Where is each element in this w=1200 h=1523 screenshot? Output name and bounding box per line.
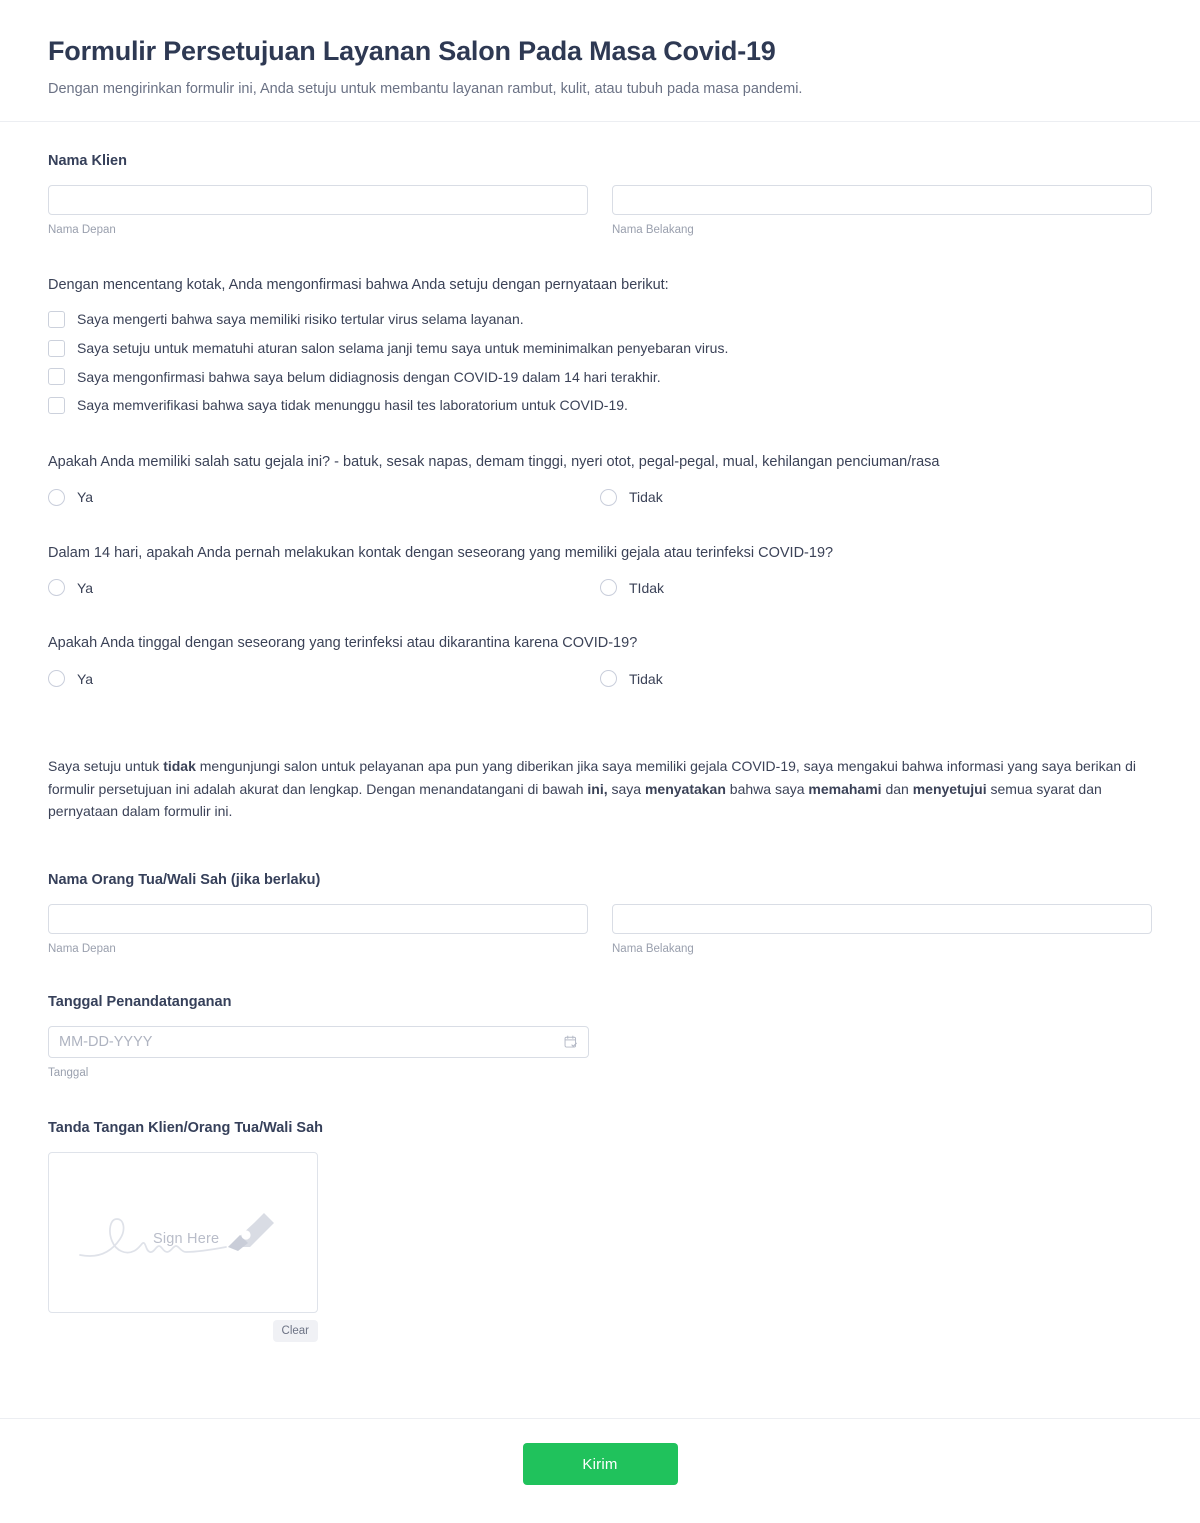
checkbox-icon[interactable] <box>48 397 65 414</box>
guardian-first-name-sublabel: Nama Depan <box>48 942 116 955</box>
checkbox-item[interactable] <box>48 368 1152 387</box>
footer-divider <box>0 1418 1200 1419</box>
checkbox-item[interactable] <box>48 339 1152 358</box>
agreement-bold-2: ini, <box>587 780 608 797</box>
radio-icon[interactable] <box>600 489 617 506</box>
agreement-paragraph <box>48 755 1152 823</box>
client-first-name-input[interactable] <box>48 185 588 215</box>
checkbox-icon[interactable] <box>48 311 65 328</box>
client-last-name-group <box>612 185 1152 236</box>
radio-icon[interactable] <box>48 489 65 506</box>
client-last-name-sublabel: Nama Belakang <box>612 224 694 237</box>
symptom-question-options <box>48 489 1152 506</box>
household-question-options <box>48 670 1152 687</box>
contact-question-options <box>48 579 1152 596</box>
radio-label: Tidak <box>629 489 663 506</box>
signature-field <box>48 1119 1152 1343</box>
radio-option-yes[interactable] <box>48 670 600 687</box>
agreement-bold-3: menyatakan <box>644 780 726 797</box>
guardian-last-name-group <box>612 904 1152 955</box>
checkbox-icon[interactable] <box>48 368 65 385</box>
checkbox-label: Saya mengerti bahwa saya memiliki risiko tertular virus selama layanan. <box>77 310 524 327</box>
client-name-label: Nama Klien <box>48 153 127 170</box>
consent-checkbox-group <box>48 276 1152 415</box>
signing-date-field <box>48 993 1152 1079</box>
guardian-first-name-input[interactable] <box>48 904 588 934</box>
guardian-name-row <box>48 904 1152 955</box>
radio-label: Ya <box>77 579 94 596</box>
form-header <box>0 0 1200 122</box>
checkbox-label: Saya memverifikasi bahwa saya tidak menunggu hasil tes laboratorium untuk COVID-19. <box>77 397 628 414</box>
agreement-text-2: mengunjungi salon untuk pelayanan apa pun yang diberikan jika saya memiliki gejala COVID-19, saya mengakui bahwa informasi yang saya berikan di formulir persetujuan ini adalah akurat dan lengkap. Dengan menandatangani di bawah <box>48 758 1136 797</box>
agreement-bold-1: tidak <box>163 758 196 774</box>
form-footer <box>0 1443 1200 1485</box>
agreement-text-5: dan <box>881 780 913 797</box>
radio-option-yes[interactable] <box>48 489 600 506</box>
symptom-question-text: Apakah Anda memiliki salah satu gejala ini? - batuk, sesak napas, demam tinggi, nyeri otot, pegal-pegal, mual, kehilangan penciuman/rasa <box>48 454 940 471</box>
client-first-name-group <box>48 185 588 236</box>
agreement-bold-4: memahami <box>808 780 882 797</box>
agreement-text-4: bahwa saya <box>725 780 809 797</box>
signing-date-sublabel: Tanggal <box>48 1066 89 1079</box>
signing-date-label: Tanggal Penandatanganan <box>48 993 232 1010</box>
consent-checkbox-question: Dengan mencentang kotak, Anda mengonfirmasi bahwa Anda setuju dengan pernyataan berikut: <box>48 277 669 294</box>
radio-option-yes[interactable] <box>48 579 600 596</box>
checkbox-item[interactable] <box>48 310 1152 329</box>
agreement-text-1: Saya setuju untuk <box>48 758 164 774</box>
checkbox-label: Saya setuju untuk mematuhi aturan salon selama janji temu saya untuk meminimalkan penyebaran virus. <box>77 339 729 356</box>
signature-clear-button[interactable]: Clear <box>273 1320 318 1343</box>
submit-button[interactable]: Kirim <box>523 1443 678 1485</box>
client-name-field <box>48 152 1152 236</box>
signing-date-input-wrap <box>48 1026 589 1058</box>
contact-question-block <box>48 544 1152 597</box>
household-question-text: Apakah Anda tinggal dengan seseorang yang terinfeksi atau dikarantina karena COVID-19? <box>48 635 638 652</box>
radio-label: Ya <box>77 489 94 506</box>
signature-label: Tanda Tangan Klien/Orang Tua/Wali Sah <box>48 1119 323 1136</box>
page-title: Formulir Persetujuan Layanan Salon Pada Masa Covid-19 <box>48 36 776 66</box>
radio-icon[interactable] <box>48 579 65 596</box>
guardian-last-name-input[interactable] <box>612 904 1152 934</box>
guardian-name-label: Nama Orang Tua/Wali Sah (jika berlaku) <box>48 872 321 889</box>
agreement-text-3: saya <box>607 780 645 797</box>
radio-label: Tidak <box>629 670 663 687</box>
radio-option-no[interactable] <box>600 579 1152 596</box>
form-body <box>0 122 1200 1342</box>
radio-icon[interactable] <box>600 579 617 596</box>
client-name-row <box>48 185 1152 236</box>
agreement-text-6: semua syarat dan pernyataan dalam formulir ini. <box>48 780 1102 820</box>
client-last-name-input[interactable] <box>612 185 1152 215</box>
signature-clear-row <box>48 1320 318 1343</box>
agreement-bold-5: menyetujui <box>912 780 987 797</box>
client-first-name-sublabel: Nama Depan <box>48 224 116 237</box>
signature-placeholder-text: Sign Here <box>153 1230 220 1247</box>
contact-question-text: Dalam 14 hari, apakah Anda pernah melakukan kontak dengan seseorang yang memiliki gejala atau terinfeksi COVID-19? <box>48 544 834 561</box>
checkbox-label: Saya mengonfirmasi bahwa saya belum didiagnosis dengan COVID-19 dalam 14 hari terakhir. <box>77 368 661 385</box>
guardian-first-name-group <box>48 904 588 955</box>
radio-option-no[interactable] <box>600 489 1152 506</box>
guardian-last-name-sublabel: Nama Belakang <box>612 942 694 955</box>
guardian-name-field <box>48 871 1152 955</box>
radio-icon[interactable] <box>600 670 617 687</box>
checkbox-icon[interactable] <box>48 340 65 357</box>
checkbox-item[interactable] <box>48 396 1152 415</box>
signature-pad[interactable] <box>48 1152 318 1313</box>
radio-option-no[interactable] <box>600 670 1152 687</box>
signing-date-input[interactable] <box>48 1026 589 1058</box>
radio-icon[interactable] <box>48 670 65 687</box>
radio-label: TIdak <box>629 579 665 596</box>
symptom-question-block <box>48 453 1152 506</box>
household-question-block <box>48 634 1152 687</box>
radio-label: Ya <box>77 670 94 687</box>
page-subtitle: Dengan mengirinkan formulir ini, Anda setuju untuk membantu layanan rambut, kulit, atau tubuh pada masa pandemi. <box>48 81 803 98</box>
